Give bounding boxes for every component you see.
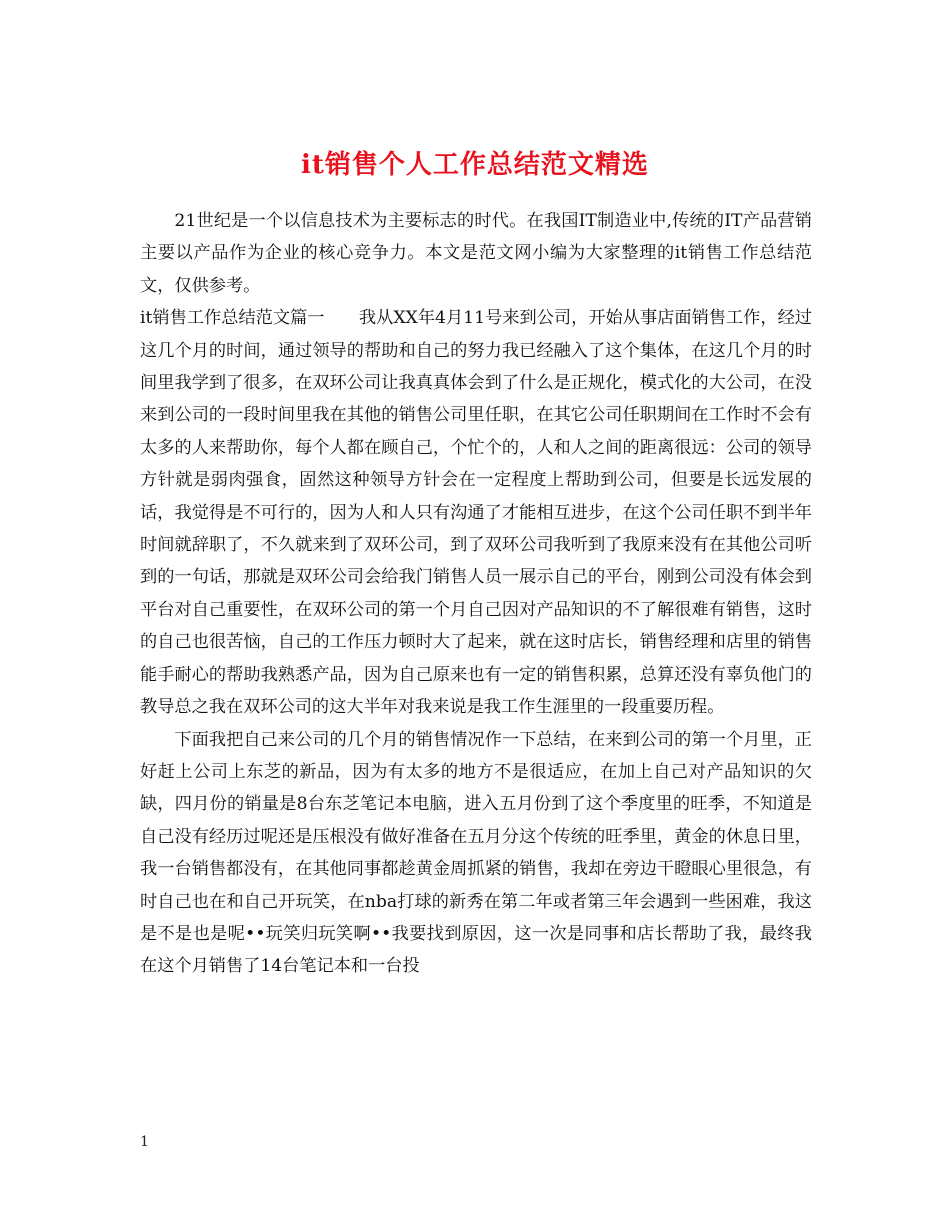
page-number: 1 <box>140 1134 149 1150</box>
article-body <box>140 205 812 983</box>
page-title: it销售个人工作总结范文精选 <box>301 150 649 181</box>
intro-paragraph: 21世纪是一个以信息技术为主要标志的时代。在我国IT制造业中,传统的IT产品营销主要以产品作为企业的核心竞争力。本文是范文网小编为大家整理的it销售工作总结范文，仅供参考。 <box>140 211 812 296</box>
article-one-paragraph: it销售工作总结范文篇一 我从XX年4月11号来到公司，开始从事店面销售工作，经过这几个月的时间，通过领导的帮助和自己的努力我已经融入了这个集体，在这几个月的时间里我学到了很多，在双环公司让我真真体会到了什么是正规化，模式化的大公司，在没来到公司的一段时间里我在其他的销售公司里任职，在其它公司任职期间在工作时不会有太多的人来帮助你，每个人都在顾自己，个忙个的，人和人之间的距离很远：公司的领导方针就是弱肉强食，固然这种领导方针会在一定程度上帮助到公司，但要是长远发展的话，我觉得是不可行的，因为人和人只有沟通了才能相互进步，在这个公司任职不到半年时间就辞职了，不久就来到了双环公司，到了双环公司我听到了我原来没有在其他公司听到的一句话，那就是双环公司会给我门销售人员一展示自己的平台，刚到公司没有体会到平台对自己重要性，在双环公司的第一个月自己因对产品知识的不了解很难有销售，这时的自己也很苦恼，自己的工作压力顿时大了起来，就在这时店长，销售经理和店里的销售能手耐心的帮助我熟悉产品，因为自己原来也有一定的销售积累，总算还没有辜负他门的教导总之我在双环公司的这大半年对我来说是我工作生涯里的一段重要历程。 <box>140 308 812 718</box>
sales-summary-paragraph: 下面我把自己来公司的几个月的销售情况作一下总结，在来到公司的第一个月里，正好赶上公司上东芝的新品，因为有太多的地方不是很适应，在加上自己对产品知识的欠缺，四月份的销量是8台东芝笔记本电脑，进入五月份到了这个季度里的旺季，不知道是自己没有经历过呢还是压根没有做好准备在五月分这个传统的旺季里，黄金的休息日里，我一台销售都没有，在其他同事都趁黄金周抓紧的销售，我却在旁边干瞪眼心里很急，有时自己也在和自己开玩笑，在nba打球的新秀在第二年或者第三年会遇到一些困难，我这是不是也是呢••玩笑归玩笑啊••我要找到原因，这一次是同事和店长帮助了我，最终我在这个月销售了14台笔记本和一台投 <box>140 729 812 977</box>
